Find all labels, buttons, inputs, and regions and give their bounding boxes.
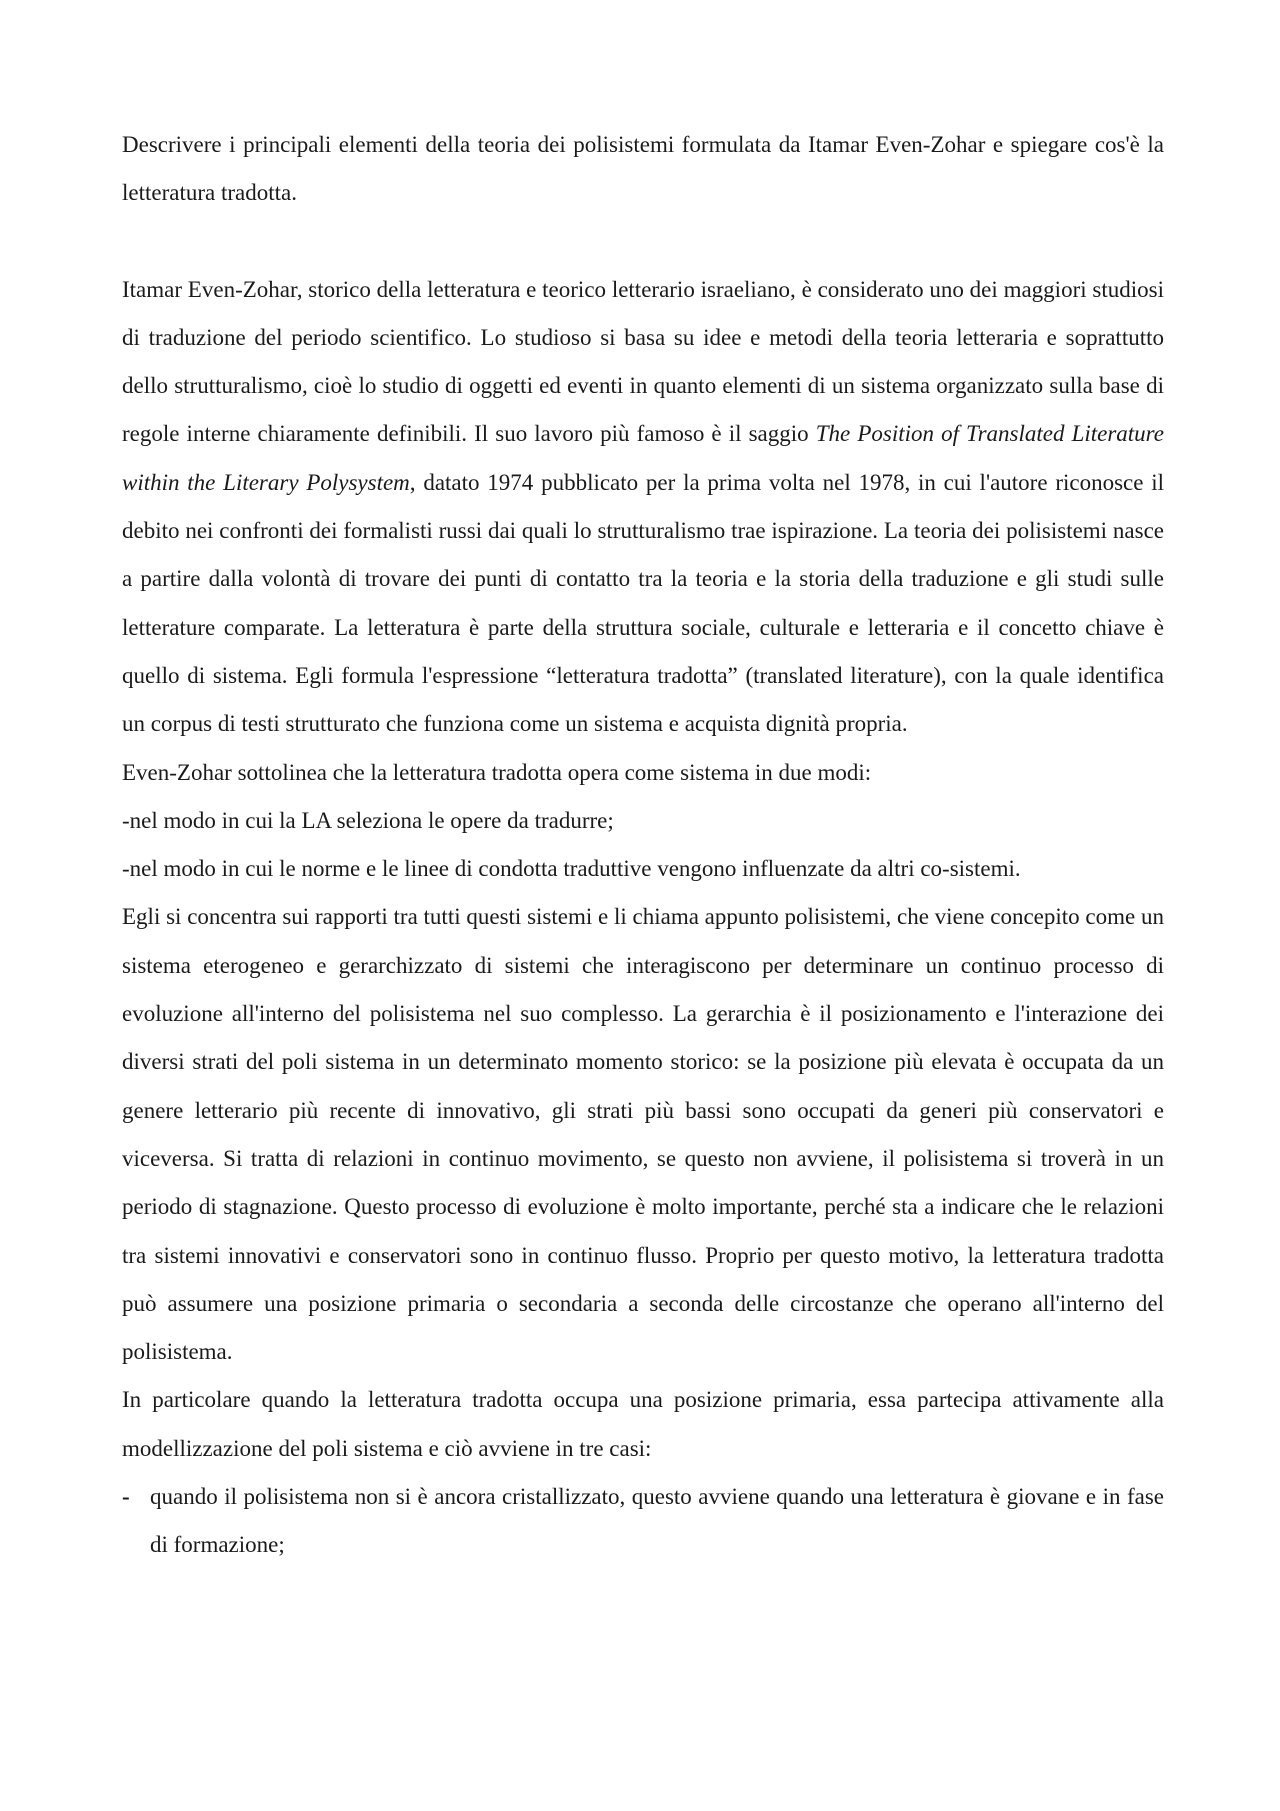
- question-paragraph: Descrivere i principali elementi della teoria dei polisistemi formulata da Itamar Even-Zohar e spiegare cos'è la letteratura tradotta.: [122, 132, 1164, 206]
- list-line-2: -nel modo in cui le norme e le linee di condotta traduttive vengono influenzate da altri co-sistemi.: [122, 856, 1021, 882]
- intro-line: Even-Zohar sottolinea che la letteratura tradotta opera come sistema in due modi:: [122, 759, 872, 785]
- bullet-item-1: [122, 1473, 1164, 1570]
- body-paragraph-3: In particolare quando la letteratura tradotta occupa una posizione primaria, essa partecipa attivamente alla modellizzazione del poli sistema e ciò avviene in tre casi:: [122, 1387, 1164, 1461]
- document-page: [122, 121, 1164, 1570]
- paragraph-1-text-b: , datato 1974 pubblicato per la prima volta nel 1978, in cui l'autore riconosce il debito nei confronti dei formalisti russi dai quali lo strutturalismo trae ispirazione. La teoria dei polisistemi nasce a partire dalla volontà di trovare dei punti di contatto tra la teoria e la storia della traduzione e gli studi sulle letterature comparate. La letteratura è parte della struttura sociale, culturale e letteraria e il concetto chiave è quello di sistema. Egli formula l'espressione “letteratura tradotta” (translated literature), con la quale identifica un corpus di testi strutturato che funziona come un sistema e acquista dignità propria.: [122, 469, 1164, 737]
- body-paragraph-1: [122, 266, 1164, 749]
- body-paragraph-2: Egli si concentra sui rapporti tra tutti questi sistemi e li chiama appunto polisistemi, che viene concepito come un sistema eterogeneo e gerarchizzato di sistemi che interagiscono per determinare un continuo processo di evoluzione all'interno del polisistema nel suo complesso. La gerarchia è il posizionamento e l'interazione dei diversi strati del poli sistema in un determinato momento storico: se la posizione più elevata è occupata da un genere letterario più recente di innovativo, gli strati più bassi sono occupati da generi più conservatori e viceversa. Si tratta di relazioni in continuo movimento, se questo non avviene, il polisistema si troverà in un periodo di stagnazione. Questo processo di evoluzione è molto importante, perché sta a indicare che le relazioni tra sistemi innovativi e conservatori sono in continuo flusso. Proprio per questo motivo, la letteratura tradotta può assumere una posizione primaria o secondaria a seconda delle circostanze che operano all'interno del polisistema.: [122, 904, 1164, 1365]
- bullet-text: quando il polisistema non si è ancora cristallizzato, questo avviene quando una letteratura è giovane e in fase di formazione;: [150, 1484, 1164, 1558]
- paragraph-gap: [122, 218, 1164, 266]
- list-line-1: -nel modo in cui la LA seleziona le opere da tradurre;: [122, 807, 614, 833]
- paragraph-1-text-a: Itamar Even-Zohar, storico della letteratura e teorico letterario israeliano, è considerato uno dei maggiori studiosi di traduzione del periodo scientifico. Lo studioso si basa su idee e metodi della teoria letteraria e soprattutto dello strutturalismo, cioè lo studio di oggetti ed eventi in quanto elementi di un sistema organizzato sulla base di regole interne chiaramente definibili. Il suo lavoro più famoso è il saggio: [122, 276, 1164, 447]
- essay-title: The Position of Translated Literature within the Literary Polysystem: [122, 421, 1164, 495]
- bullet-marker: -: [122, 1484, 130, 1510]
